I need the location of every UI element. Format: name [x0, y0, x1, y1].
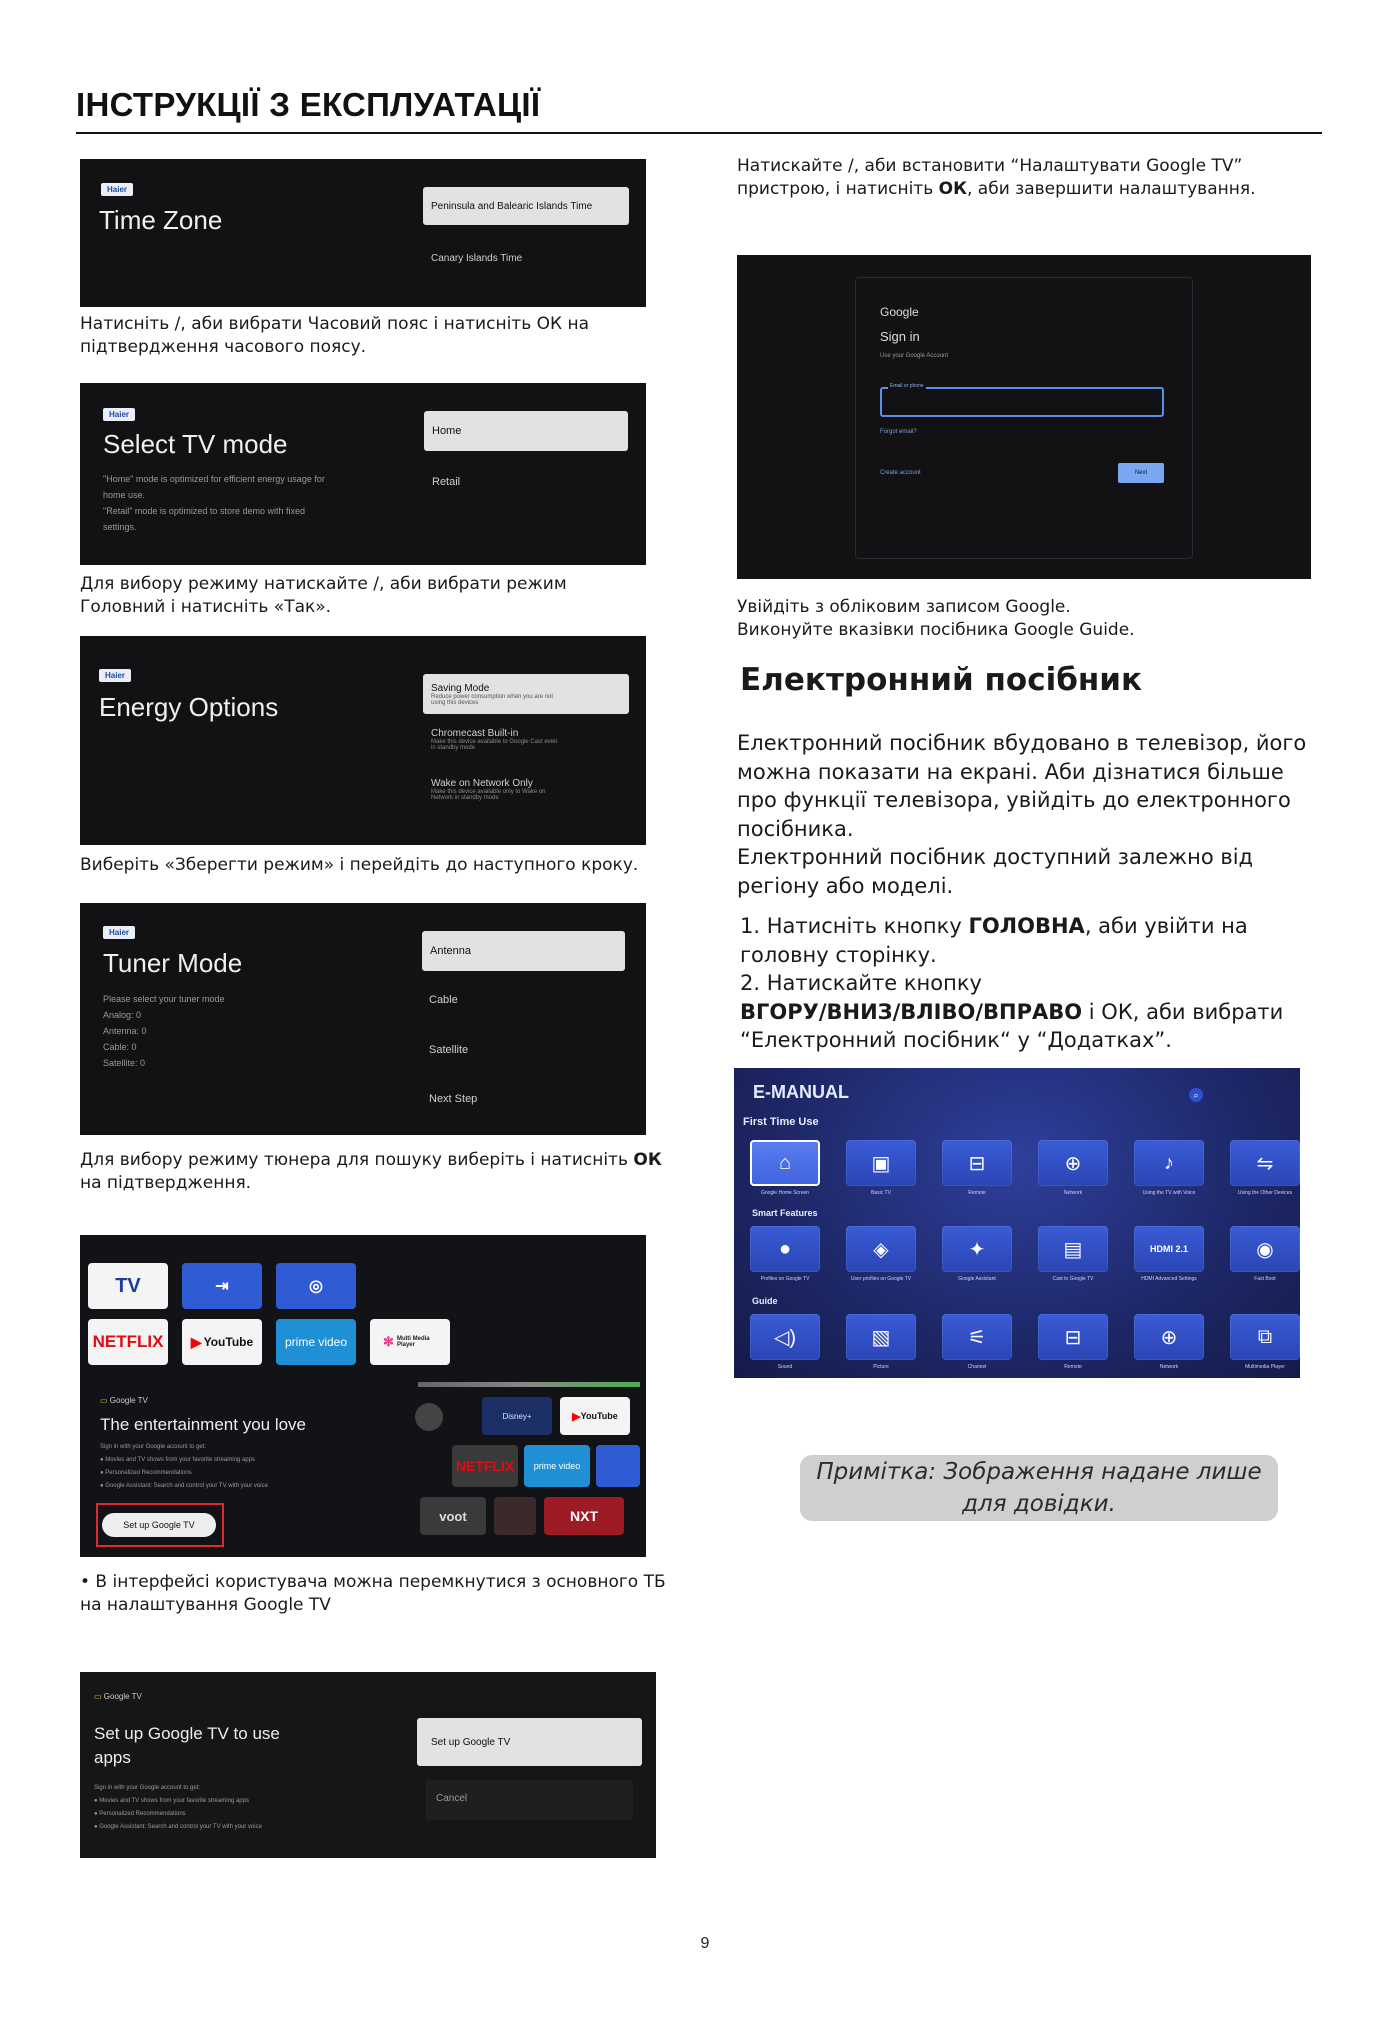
emanual-tile[interactable] [1134, 1140, 1204, 1186]
emanual-tile-label: Basic TV [871, 1190, 891, 1196]
signin-title: Sign in [880, 329, 920, 344]
energy-caption: Виберіть «Зберегти режим» і перейдіть до наступного кроку. [80, 855, 639, 875]
paragraph-line: Електронний посібник вбудовано в телевізор, його [737, 731, 1307, 755]
emanual-tile-label: Using the Other Devices [1237, 1190, 1293, 1196]
gtv-headline: The entertainment you love [100, 1415, 307, 1434]
youtube-icon: ▶ [190, 1333, 202, 1350]
emanual-tile-label: Multimedia Player [1245, 1364, 1285, 1370]
bullet-text: Personalized Recommendations [105, 1470, 192, 1476]
app-tile-input[interactable] [182, 1263, 262, 1309]
option-desc: Make this device available to Google Cast even [431, 739, 558, 745]
tuner-option-next[interactable]: Next Step [429, 1093, 478, 1105]
setup-google-tv-button[interactable]: Set up Google TV [102, 1513, 216, 1537]
caption-line: • В інтерфейсі користувача можна перемкнутися з основного ТБ [80, 1572, 666, 1592]
timezone-option-selected[interactable]: Peninsula and Balearic Islands Time [423, 187, 629, 225]
input-icon: ⇥ [215, 1278, 229, 1295]
option-desc: Reduce power consumption when you are not [431, 693, 554, 700]
caption-line: Для вибору режиму натискайте /, аби вибрати режим [80, 574, 567, 594]
gtv-icon: ▭ [94, 1692, 102, 1701]
tvmode-title: Select TV mode [103, 429, 288, 459]
tuner-description [103, 991, 225, 1071]
setup-title [94, 1722, 280, 1770]
paragraph-line: можна показати на екрані. Аби дізнатися більше [737, 759, 1284, 784]
option-name: Saving Mode [431, 682, 490, 694]
search-icon[interactable]: ⌕ [1189, 1088, 1203, 1102]
emanual-screenshot [734, 1068, 1300, 1378]
caption-bold: ОК [633, 1150, 662, 1170]
bullet-text: Movies and TV shows from your favorite streaming apps [99, 1798, 249, 1804]
bullet-line: ● Google Assistant: Search and control your TV with your voice [94, 1824, 262, 1830]
bullet-text: Google Assistant: Search and control your TV with your voice [99, 1824, 262, 1830]
paragraph-line: про функції телевізора, увійдіть до електронного [737, 788, 1291, 812]
bullet-line: ● Movies and TV shows from your favorite streaming apps [94, 1798, 249, 1804]
app-tile-prime[interactable] [276, 1319, 356, 1365]
option-desc: Make this device available only to Wake on [431, 789, 546, 795]
option-desc: using this devices [431, 699, 479, 706]
tuner-option-satellite[interactable]: Satellite [429, 1044, 469, 1056]
brand-badge: Haier [99, 669, 131, 682]
emanual-tile[interactable] [846, 1140, 916, 1186]
caption-line: Натисніть /, аби вибрати Часовий пояс і натисніть ОК на [80, 314, 590, 334]
caption-line: на підтвердження. [80, 1173, 252, 1193]
prime-label: prime video [284, 1335, 348, 1349]
step-text: 1. Натисніть кнопку [740, 914, 969, 938]
section-label: Smart Features [752, 1208, 818, 1218]
emanual-tile-label: HDMI Advanced Settings [1141, 1276, 1197, 1282]
emanual-tile[interactable] [846, 1314, 916, 1360]
emanual-tile-label: Fast Boot [1254, 1276, 1276, 1282]
title-line: Set up Google TV to use [94, 1724, 280, 1743]
page-header [76, 84, 1322, 134]
brand-badge: Haier [101, 183, 133, 196]
signin-caption [737, 596, 1317, 642]
section-label: First Time Use [743, 1116, 819, 1128]
content-label: NETFLIX [455, 1458, 515, 1474]
app-tile-tv[interactable] [88, 1263, 168, 1309]
emanual-tile[interactable] [942, 1226, 1012, 1272]
caption-text: Для вибору режиму тюнера для пошуку виберіть і натисніть [80, 1150, 634, 1170]
content-tile-prime[interactable] [524, 1445, 590, 1487]
setup-option-cancel[interactable] [426, 1780, 633, 1820]
intro-text: пристрою, і натисніть [737, 179, 939, 199]
emanual-tile-icon: ◉ [1256, 1238, 1274, 1261]
emanual-tile-icon: ♪ [1164, 1151, 1174, 1174]
emanual-tile-label: Profiles on Google TV [760, 1276, 810, 1282]
caption-line: Виконуйте вказівки посібника Google Guide. [737, 620, 1135, 640]
emanual-title: E-MANUAL [753, 1082, 849, 1102]
step-text: , аби увійти на [1084, 914, 1248, 938]
emanual-tile-icon: ▤ [1063, 1238, 1083, 1261]
content-tile-nxt[interactable] [544, 1497, 624, 1535]
bullet-line: ● Movies and TV shows from your favorite streaming apps [100, 1457, 255, 1463]
setup-screenshot [80, 1672, 656, 1858]
emanual-tile[interactable] [1134, 1314, 1204, 1360]
bullet-text: Personalized Recommendations [99, 1811, 186, 1817]
setup-intro [737, 155, 1317, 201]
emanual-tile[interactable] [750, 1226, 820, 1272]
caption-line: на налаштування Google TV [80, 1595, 331, 1615]
emanual-tile[interactable] [1038, 1140, 1108, 1186]
netflix-label: NETFLIX [92, 1332, 164, 1351]
tuner-caption [80, 1149, 680, 1195]
bullet-text: Movies and TV shows from your favorite streaming apps [105, 1457, 255, 1463]
page-number: 9 [700, 1935, 710, 1952]
emanual-tile-icon: ▧ [871, 1326, 891, 1349]
brand-badge: Haier [103, 926, 135, 939]
energy-title: Energy Options [99, 692, 279, 722]
paragraph-line: посібника. [737, 816, 854, 841]
app-tile-youtube[interactable] [182, 1319, 262, 1365]
emanual-tile-icon: HDMI 2.1 [1149, 1244, 1188, 1254]
emanual-tile[interactable] [846, 1226, 916, 1272]
emanual-tile-icon: ⧉ [1257, 1325, 1273, 1348]
content-tile-netflix[interactable] [452, 1445, 518, 1487]
emanual-tile-label: Google Home Screen [760, 1190, 810, 1196]
content-tile-disney[interactable] [482, 1397, 552, 1435]
page-title: ІНСТРУКЦІЇ З ЕКСПЛУАТАЦІЇ [76, 86, 541, 123]
section-label: Guide [752, 1296, 778, 1306]
energy-option-wake[interactable] [431, 778, 546, 801]
desc-line: Analog: 0 [103, 1010, 142, 1020]
step-text: і ОК, аби вибрати [1082, 999, 1284, 1024]
app-tile-netflix[interactable] [88, 1319, 168, 1365]
emanual-tile-icon: ✦ [968, 1238, 986, 1261]
emanual-tile[interactable] [1038, 1314, 1108, 1360]
bullet-line: ● Personalized Recommendations [94, 1811, 186, 1817]
timezone-caption [80, 313, 660, 359]
emanual-tile[interactable] [750, 1314, 820, 1360]
emanual-tile-icon: ⊕ [1160, 1326, 1178, 1349]
emanual-tile-label: Network [1159, 1364, 1179, 1370]
emanual-tile-icon: ▣ [871, 1152, 891, 1175]
setup-bullets [94, 1782, 262, 1834]
timezone-option[interactable]: Canary Islands Time [431, 253, 523, 264]
step-bold: ГОЛОВНА [968, 914, 1085, 938]
emanual-tile[interactable] [942, 1140, 1012, 1186]
gtv-label: Google TV [109, 1396, 148, 1405]
tuner-screenshot [80, 903, 646, 1135]
gtv-bullets [100, 1441, 268, 1493]
emanual-tile-icon: ⊕ [1064, 1152, 1082, 1175]
paragraph-line: Електронний посібник доступний залежно від [737, 845, 1254, 869]
content-tile-youtube[interactable] [560, 1397, 630, 1435]
content-tile-extra[interactable] [596, 1445, 640, 1487]
home-screenshot [80, 1235, 646, 1557]
desc-line: Cable: 0 [103, 1042, 137, 1052]
content-strip [418, 1382, 640, 1387]
tv-app-label: TV [115, 1274, 141, 1297]
desc-line: Satellite: 0 [103, 1058, 146, 1068]
gtv-label: Google TV [103, 1692, 142, 1701]
emanual-tile[interactable] [1230, 1314, 1300, 1360]
emanual-tile-label: Using the TV with Voice [1142, 1190, 1196, 1196]
tvmode-option-retail[interactable]: Retail [432, 476, 461, 488]
bullet-text: Google Assistant: Search and control your TV with your voice [105, 1483, 268, 1489]
desc-line: settings. [103, 522, 137, 532]
youtube-icon: ▶ [572, 1410, 581, 1423]
emanual-tile-icon: ◁) [773, 1326, 797, 1349]
content-label: voot [439, 1508, 467, 1524]
tvmode-screenshot [80, 383, 646, 565]
energy-option-chromecast[interactable] [431, 728, 557, 751]
emanual-tile[interactable] [1038, 1226, 1108, 1272]
bullet-line: ● Personalized Recommendations [100, 1470, 192, 1476]
emanual-tile[interactable] [1230, 1226, 1300, 1272]
tvmode-option-home[interactable]: Home [424, 411, 628, 451]
signin-brand: Google [880, 305, 919, 319]
create-account-link[interactable]: Create account [880, 470, 921, 476]
tuner-option-cable[interactable]: Cable [429, 994, 458, 1006]
gtv-logo-label [100, 1396, 148, 1405]
emanual-tile-icon: ● [778, 1237, 792, 1260]
signin-card [855, 277, 1193, 559]
brand-badge: Haier [103, 408, 135, 421]
desc-line: "Retail" mode is optimized to store demo with fixed [103, 506, 305, 516]
emanual-paragraph [737, 729, 1317, 900]
intro-bold: ОК [938, 179, 967, 199]
cancel-label: Cancel [436, 1793, 468, 1804]
option-desc: in standby mode [431, 745, 476, 751]
content-label: Disney+ [502, 1411, 532, 1421]
content-tile-voot[interactable] [420, 1497, 486, 1535]
gtv-logo-label [94, 1692, 142, 1701]
emanual-tile-label: Cast to Google TV [1052, 1276, 1094, 1282]
bullet-line: Sign in with your Google account to get: [94, 1785, 201, 1791]
gtv-icon: ▭ [100, 1396, 108, 1405]
bullet-line: Sign in with your Google account to get: [100, 1444, 207, 1450]
desc-line: Antenna: 0 [103, 1026, 147, 1036]
next-button[interactable]: Next [1118, 463, 1164, 483]
emanual-tile-icon: ◈ [873, 1238, 889, 1261]
youtube-label: YouTube [203, 1335, 254, 1349]
home-caption [80, 1571, 680, 1617]
emanual-tile[interactable] [750, 1140, 820, 1186]
step-bold: ВГОРУ/ВНИЗ/ВЛІВО/ВПРАВО [740, 999, 1083, 1024]
paragraph-line: регіону або моделі. [737, 873, 954, 898]
emanual-tile[interactable] [1230, 1140, 1300, 1186]
emanual-tile-label: Channel [967, 1364, 987, 1370]
emanual-tile[interactable] [942, 1314, 1012, 1360]
emanual-tile[interactable] [1134, 1226, 1204, 1272]
energy-screenshot [80, 636, 646, 845]
bullet-line: ● Google Assistant: Search and control your TV with your voice [100, 1483, 268, 1489]
option-name: Wake on Network Only [431, 778, 533, 789]
timezone-screenshot [80, 159, 646, 307]
setup-option-setup[interactable]: Set up Google TV [417, 1718, 642, 1766]
timezone-title: Time Zone [99, 205, 223, 235]
content-label: prime video [533, 1461, 581, 1471]
signin-screenshot [737, 255, 1311, 579]
caption-line: підтвердження часового поясу. [80, 337, 367, 357]
option-name: Chromecast Built-in [431, 728, 519, 739]
content-dot [415, 1403, 443, 1431]
tvmode-caption [80, 573, 660, 619]
desc-line: home use. [103, 490, 146, 500]
caption-line: Увійдіть з обліковим записом Google. [737, 597, 1071, 617]
emanual-tile-label: Remote [1064, 1364, 1082, 1370]
section-title: Електронний посібник [740, 662, 1143, 698]
content-label: YouTube [580, 1411, 618, 1421]
desc-line: Please select your tuner mode [103, 994, 225, 1004]
emanual-tile-icon: ⌂ [778, 1151, 792, 1174]
signin-subtitle: Use your Google Account [880, 353, 949, 359]
tuner-title: Tuner Mode [103, 948, 243, 978]
emanual-tile-label: Sound [777, 1364, 793, 1370]
media-player-label: Multi Media Player [396, 1336, 430, 1348]
content-label: NXT [570, 1508, 598, 1524]
energy-option-saving[interactable] [423, 674, 629, 714]
emanual-tile-label: User profiles on Google TV [850, 1276, 912, 1282]
desc-line: "Home" mode is optimized for efficient energy usage for [103, 474, 325, 484]
step-line: “Електронний посібник“ у “Додатках”. [740, 1028, 1172, 1052]
note-line: Примітка: Зображення надане лише [816, 1459, 1262, 1485]
app-tile-mediaplayer[interactable] [370, 1319, 450, 1365]
tuner-option-antenna[interactable]: Antenna [422, 931, 625, 971]
emanual-tile-icon: ⊟ [968, 1152, 986, 1175]
content-tile-extra2[interactable] [494, 1497, 536, 1535]
app-tile-camera[interactable] [276, 1263, 356, 1309]
caption-line: Головний і натисніть «Так». [80, 597, 332, 617]
step-line: головну сторінку. [740, 942, 937, 967]
title-line: apps [94, 1748, 131, 1767]
option-desc: Network in standby mode [431, 795, 499, 801]
emanual-tile-label: Google Assistant [958, 1276, 996, 1282]
emanual-tile-label: Network [1063, 1190, 1083, 1196]
emanual-tile-icon: ⚟ [968, 1326, 986, 1349]
email-field[interactable] [880, 383, 1164, 417]
tvmode-description [103, 471, 325, 535]
emanual-tile-label: Picture [873, 1364, 889, 1370]
media-player-icon: ✻ [383, 1334, 394, 1349]
forgot-email-link[interactable]: Forgot email? [880, 429, 917, 435]
emanual-tile-icon: ⇋ [1256, 1152, 1274, 1175]
note-box [800, 1455, 1278, 1521]
intro-line: Натискайте /, аби встановити “Налаштувати Google TV” [737, 156, 1243, 176]
emanual-tile-label: Remote [968, 1190, 986, 1196]
email-field-label: Email or phone [890, 383, 924, 389]
camera-icon: ◎ [309, 1278, 323, 1295]
emanual-tile-icon: ⊟ [1064, 1326, 1082, 1349]
note-line: для довідки. [962, 1491, 1116, 1517]
emanual-steps [740, 912, 1320, 1055]
intro-text: , аби завершити налаштування. [967, 179, 1256, 199]
step-line: 2. Натискайте кнопку [740, 971, 982, 995]
